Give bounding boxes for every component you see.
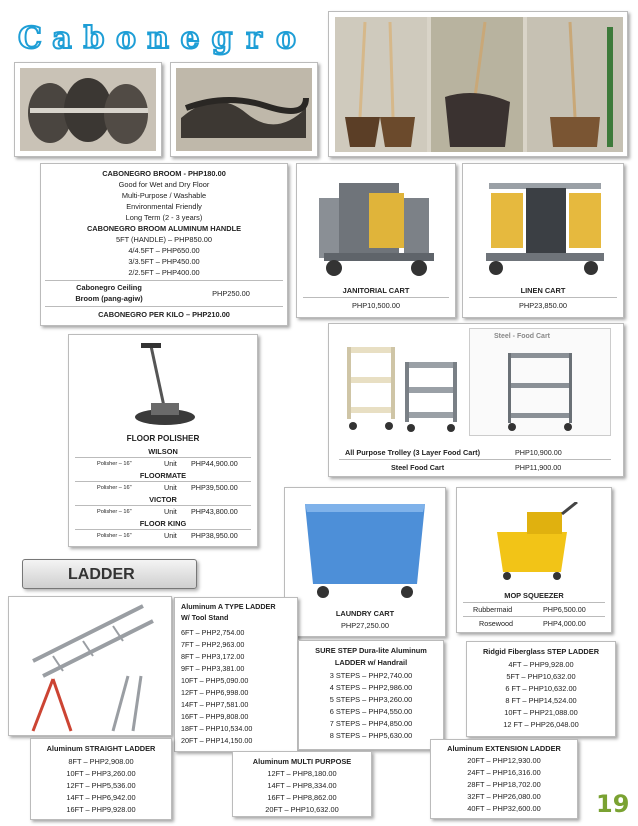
steel-food-cart-photo-label: Steel - Food Cart (494, 333, 551, 340)
broom-title: CABONEGRO BROOM - PHP180.00 (102, 169, 226, 178)
feature-line: Multi-Purpose / Washable (121, 191, 207, 200)
laundry-cart-box (284, 487, 446, 637)
a-type-title: W/ Tool Stand (181, 613, 229, 622)
ceiling-broom-label: Broom (pang-agiw) (75, 294, 143, 303)
linen-cart-title: LINEN CART (520, 286, 566, 295)
ceiling-broom-label: Cabonegro Ceiling (76, 283, 142, 292)
extension-price: 32FT – PHP26,080.00 (467, 792, 541, 801)
polisher-brand: WILSON (148, 447, 178, 456)
sure-step-ladder-box (298, 640, 444, 750)
brand-letter: o (115, 21, 136, 56)
ladder-section-tag: LADDER (22, 559, 197, 589)
brand-title (14, 22, 302, 56)
cabonegro-price-box (40, 163, 288, 326)
linen-cart-price: PHP23,850.00 (518, 301, 568, 310)
ridgid-price: 5FT – PHP10,632.00 (506, 672, 576, 681)
multi-price: 16FT – PHP8,862.00 (267, 793, 337, 802)
janitorial-cart-title: JANITORIAL CART (342, 286, 410, 295)
cabonegro-fiber-photo-frame (170, 62, 318, 157)
laundry-cart-photo (295, 494, 435, 602)
ladder-photo (13, 601, 169, 733)
mop-name: Rosewood (479, 619, 513, 628)
trolley-box (328, 323, 624, 477)
ridgid-price: 12 FT – PHP26,048.00 (503, 720, 579, 729)
straight-price: 10FT – PHP3,260.00 (66, 769, 136, 778)
polisher-brand: VICTOR (149, 495, 177, 504)
handle-price: 2/2.5FT – PHP400.00 (128, 268, 200, 277)
straight-price: 14FT – PHP6,942.00 (66, 793, 136, 802)
brooms-photo-frame (328, 11, 628, 157)
floor-polisher-title: FLOOR POLISHER (126, 434, 200, 443)
a-type-price: 9FT – PHP3,381.00 (181, 664, 245, 673)
divider (45, 280, 283, 281)
a-type-price: 10FT – PHP5,090.00 (181, 676, 249, 685)
ridgid-price: 8 FT – PHP14,524.00 (505, 696, 577, 705)
janitorial-cart-box (296, 163, 456, 318)
per-kilo-price: CABONEGRO PER KILO – PHP210.00 (98, 310, 230, 319)
extension-price: 20FT – PHP12,930.00 (467, 756, 541, 765)
polisher-unit: Unit (164, 531, 177, 540)
polisher-desc: Polisher – 16" (97, 509, 132, 515)
laundry-cart-price: PHP27,250.00 (340, 621, 390, 630)
steel-cart-illustration (500, 345, 580, 433)
janitorial-cart-photo (309, 168, 443, 280)
steel-food-cart-photo (469, 328, 611, 436)
polisher-desc: Polisher – 16" (97, 485, 132, 491)
divider (469, 297, 617, 298)
ceiling-broom-price: PHP250.00 (212, 289, 250, 298)
sure-step-price: 6 STEPS – PHP4,550.00 (329, 707, 413, 716)
floor-polisher-box (68, 334, 258, 547)
mop-squeezer-photo (487, 502, 583, 582)
brand-letter: a (52, 21, 72, 56)
brand-letter: C (18, 21, 42, 56)
brand-letter: n (147, 21, 169, 56)
floor-polisher-photo (129, 341, 201, 429)
divider (339, 459, 611, 460)
a-type-price: 16FT – PHP9,808.00 (181, 712, 249, 721)
polisher-desc: Polisher – 16" (97, 461, 132, 467)
extension-price: 28FT – PHP18,702.00 (467, 780, 541, 789)
cabonegro-fiber-photo (176, 68, 312, 151)
trolley-name: All Purpose Trolley (3 Layer Food Cart) (345, 448, 481, 457)
a-type-ladder-box (174, 597, 298, 752)
feature-line: Good for Wet and Dry Floor (118, 180, 210, 189)
straight-price: 8FT – PHP2,908.00 (68, 757, 134, 766)
trolley-photo (339, 332, 465, 436)
ridgid-ladder-box (466, 641, 616, 737)
feature-line: Long Term (2 - 3 years) (125, 213, 203, 222)
a-type-price: 20FT – PHP14,150.00 (181, 736, 253, 745)
ladder-photo-frame (8, 596, 172, 736)
polisher-brand: FLOOR KING (139, 519, 187, 528)
handle-price: 3/3.5FT – PHP450.00 (128, 257, 200, 266)
a-type-price: 18FT – PHP10,534.00 (181, 724, 253, 733)
janitorial-cart-price: PHP10,500.00 (351, 301, 401, 310)
mop-price: PHP4,000.00 (543, 619, 586, 628)
sure-step-price: 7 STEPS – PHP4,850.00 (329, 719, 413, 728)
ridgid-price: 6 FT – PHP10,632.00 (505, 684, 577, 693)
cabonegro-bundle-photo (20, 68, 156, 151)
laundry-cart-title: LAUNDRY CART (335, 609, 395, 618)
multi-price: 12FT – PHP8,180.00 (267, 769, 337, 778)
sure-step-title: SURE STEP Dura-lite Aluminum (315, 646, 427, 655)
extension-price: 24FT – PHP16,316.00 (467, 768, 541, 777)
a-type-price: 12FT – PHP6,998.00 (181, 688, 249, 697)
mop-name: Rubbermaid (473, 605, 513, 614)
sure-step-title: LADDER w/ Handrail (334, 658, 408, 667)
polisher-brand: FLOORMATE (139, 471, 187, 480)
trolley-price: PHP11,900.00 (515, 463, 562, 472)
extension-ladder-box (430, 739, 578, 819)
handle-price: 4/4.5FT – PHP650.00 (128, 246, 200, 255)
brooms-photo (335, 17, 623, 152)
a-type-title: Aluminum A TYPE LADDER (181, 602, 276, 611)
divider (463, 602, 605, 603)
mop-squeezer-title: MOP SQUEEZER (504, 591, 564, 600)
divider (303, 297, 449, 298)
straight-price: 16FT – PHP9,928.00 (66, 805, 136, 814)
feature-line: Environmental Friendly (126, 202, 202, 211)
multi-price: 20FT – PHP10,632.00 (265, 805, 339, 814)
polisher-unit: Unit (164, 459, 177, 468)
divider (75, 529, 251, 530)
handle-price: 5FT (HANDLE) – PHP850.00 (116, 235, 212, 244)
multi-title: Aluminum MULTI PURPOSE (252, 757, 352, 766)
divider (75, 457, 251, 458)
brand-letter: r (246, 21, 262, 56)
linen-cart-box (462, 163, 624, 318)
polisher-price: PHP44,900.00 (191, 459, 238, 468)
a-type-price: 7FT – PHP2,963.00 (181, 640, 245, 649)
mop-squeezer-box (456, 487, 612, 633)
sure-step-price: 5 STEPS – PHP3,260.00 (329, 695, 413, 704)
polisher-unit: Unit (164, 507, 177, 516)
divider (75, 481, 251, 482)
straight-ladder-box (30, 738, 172, 820)
polisher-price: PHP43,800.00 (191, 507, 238, 516)
polisher-unit: Unit (164, 483, 177, 492)
page-number: 19 (596, 790, 630, 818)
mop-price: PHP6,500.00 (543, 605, 586, 614)
cabonegro-bundle-photo-frame (14, 62, 162, 157)
sure-step-price: 8 STEPS – PHP5,630.00 (329, 731, 413, 740)
trolley-name: Steel Food Cart (391, 463, 445, 472)
straight-price: 12FT – PHP5,536.00 (66, 781, 136, 790)
divider (45, 306, 283, 307)
ridgid-price: 10FT – PHP21,088.00 (504, 708, 578, 717)
straight-title: Aluminum STRAIGHT LADDER (46, 744, 156, 753)
multi-price: 14FT – PHP8,334.00 (267, 781, 337, 790)
polisher-price: PHP38,950.00 (191, 531, 238, 540)
a-type-price: 8FT – PHP3,172.00 (181, 652, 245, 661)
polisher-price: PHP39,500.00 (191, 483, 238, 492)
a-type-price: 6FT – PHP2,754.00 (181, 628, 245, 637)
brand-letter: o (275, 21, 296, 56)
a-type-price: 14FT – PHP7,581.00 (181, 700, 249, 709)
sure-step-price: 4 STEPS – PHP2,986.00 (329, 683, 413, 692)
multi-purpose-ladder-box (232, 751, 372, 817)
brand-letter: g (211, 21, 233, 56)
linen-cart-photo (471, 168, 615, 280)
sure-step-price: 3 STEPS – PHP2,740.00 (329, 671, 413, 680)
ridgid-price: 4FT – PHP9,928.00 (508, 660, 574, 669)
extension-price: 40FT – PHP32,600.00 (467, 804, 541, 813)
ridgid-title: Ridgid Fiberglass STEP LADDER (482, 647, 600, 656)
brand-letter: e (180, 21, 200, 56)
extension-title: Aluminum EXTENSION LADDER (447, 744, 561, 753)
divider (463, 616, 605, 617)
brand-letter: b (83, 21, 105, 56)
polisher-desc: Polisher – 16" (97, 533, 132, 539)
divider (75, 505, 251, 506)
handle-title: CABONEGRO BROOM ALUMINUM HANDLE (86, 224, 242, 233)
trolley-price: PHP10,900.00 (515, 448, 562, 457)
